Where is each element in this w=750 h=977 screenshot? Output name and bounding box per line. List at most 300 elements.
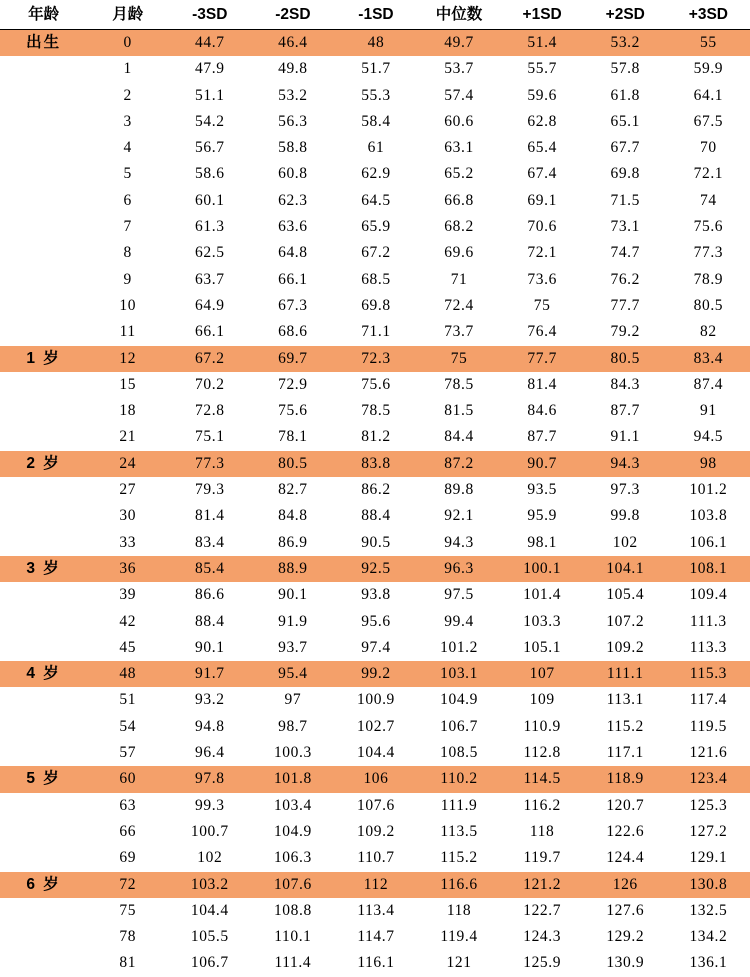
cell-value: 86.2 — [361, 481, 391, 499]
cell-value: 62.9 — [361, 165, 391, 183]
cell-value: 93.2 — [195, 691, 225, 709]
cell-value: 65.2 — [444, 165, 474, 183]
cell-value: 55.7 — [527, 60, 557, 78]
cell-value: 100.7 — [190, 822, 229, 840]
cell-month-age: 39 — [119, 586, 137, 604]
cell-month-age: 45 — [119, 638, 137, 656]
cell-value: 63.1 — [444, 139, 474, 157]
cell-value: 100.3 — [273, 744, 312, 762]
cell-value: 111.3 — [690, 612, 727, 630]
cell-value: 91.9 — [278, 612, 308, 630]
cell-value: 108.5 — [440, 744, 478, 762]
cell-value: 97.8 — [168, 766, 251, 792]
table-row — [0, 135, 750, 161]
cell-value: 80.5 — [693, 296, 724, 314]
cell-value: 61 — [367, 139, 385, 157]
cell-value: 105.4 — [606, 586, 645, 604]
cell-value: 125.3 — [689, 796, 728, 814]
cell-value: 64.5 — [361, 191, 391, 209]
cell-value: 59.9 — [693, 60, 724, 78]
cell-value: 88.4 — [361, 507, 391, 525]
cell-value: 67.2 — [361, 244, 391, 262]
cell-value: 127.2 — [689, 822, 728, 840]
cell-value: 102.7 — [357, 717, 395, 735]
cell-value: 62.8 — [527, 112, 557, 130]
cell-value: 61.8 — [610, 86, 641, 104]
cell-value: 109.2 — [606, 638, 645, 656]
cell-value: 84.6 — [527, 402, 557, 420]
cell-value: 94.3 — [444, 533, 474, 551]
cell-age — [0, 372, 87, 398]
cell-value: 72.3 — [334, 346, 417, 372]
cell-value: 99.3 — [195, 796, 225, 814]
cell-value: 109.2 — [357, 822, 395, 840]
cell-value: 70 — [700, 139, 717, 157]
cell-value: 114.7 — [357, 928, 395, 946]
cell-value: 91.7 — [168, 661, 251, 687]
cell-value: 87.2 — [418, 451, 501, 477]
cell-value: 98.1 — [527, 533, 557, 551]
table-row — [0, 319, 750, 345]
cell-value: 96.4 — [195, 744, 225, 762]
cell-value: 115.2 — [606, 717, 644, 735]
table-row — [0, 346, 750, 372]
cell-age: 3 岁 — [0, 556, 87, 582]
cell-value: 67.7 — [610, 139, 641, 157]
cell-value: 67.4 — [527, 165, 557, 183]
cell-value: 44.7 — [168, 30, 251, 57]
cell-value: 85.4 — [168, 556, 251, 582]
cell-value: 105.5 — [190, 928, 229, 946]
cell-value: 82.7 — [278, 481, 308, 499]
cell-value: 124.4 — [606, 849, 645, 867]
cell-month-age: 15 — [119, 375, 137, 393]
table-row — [0, 424, 750, 450]
cell-age: 出生 — [0, 30, 87, 57]
cell-value: 97.5 — [444, 586, 474, 604]
cell-value: 121.2 — [501, 872, 584, 898]
cell-value: 104.4 — [190, 901, 229, 919]
cell-value: 75 — [533, 296, 551, 314]
cell-month-age: 4 — [123, 139, 132, 157]
cell-value: 77.7 — [501, 346, 584, 372]
table-row — [0, 161, 750, 187]
cell-value: 103.2 — [168, 872, 251, 898]
cell-age — [0, 424, 87, 450]
cell-value: 106.1 — [689, 533, 728, 551]
column-header-minus3sd: -3SD — [168, 0, 251, 30]
cell-value: 115.2 — [440, 849, 478, 867]
cell-age: 1 岁 — [0, 346, 87, 372]
cell-value: 54.2 — [195, 112, 225, 130]
cell-value: 75.6 — [361, 375, 391, 393]
cell-value: 60.1 — [195, 191, 225, 209]
cell-value: 68.5 — [361, 270, 391, 288]
cell-value: 107.6 — [251, 872, 334, 898]
table-row — [0, 372, 750, 398]
cell-value: 112 — [334, 872, 417, 898]
table-row — [0, 267, 750, 293]
table-row — [0, 714, 750, 740]
cell-age — [0, 135, 87, 161]
cell-month-age: 27 — [119, 481, 137, 499]
cell-age — [0, 83, 87, 109]
cell-value: 99.8 — [610, 507, 641, 525]
cell-age: 2 岁 — [0, 451, 87, 477]
cell-value: 73.1 — [610, 218, 641, 236]
cell-month-age: 63 — [119, 796, 137, 814]
cell-value: 132.5 — [689, 901, 728, 919]
cell-age: 5 岁 — [0, 766, 87, 792]
cell-value: 109 — [529, 691, 555, 709]
cell-value: 84.8 — [278, 507, 308, 525]
cell-value: 69.7 — [251, 346, 334, 372]
table-row — [0, 898, 750, 924]
cell-value: 96.3 — [418, 556, 501, 582]
cell-value: 77.3 — [168, 451, 251, 477]
cell-age — [0, 845, 87, 871]
cell-value: 104.4 — [357, 744, 395, 762]
cell-value: 105.1 — [523, 638, 562, 656]
cell-value: 90.1 — [278, 586, 308, 604]
cell-value: 58.8 — [278, 139, 308, 157]
cell-value: 104.1 — [584, 556, 667, 582]
cell-value: 67.2 — [168, 346, 251, 372]
cell-value: 119.7 — [523, 849, 561, 867]
cell-value: 126 — [584, 872, 667, 898]
cell-month-age: 6 — [123, 191, 132, 209]
cell-value: 66.1 — [278, 270, 308, 288]
cell-value: 111.4 — [274, 954, 312, 972]
table-row — [0, 661, 750, 687]
cell-value: 101.2 — [689, 481, 728, 499]
cell-value: 77.3 — [693, 244, 724, 262]
table-row — [0, 477, 750, 503]
cell-value: 99.2 — [334, 661, 417, 687]
cell-value: 121.6 — [689, 744, 728, 762]
cell-value: 63.7 — [195, 270, 225, 288]
cell-value: 95.6 — [361, 612, 391, 630]
cell-age — [0, 714, 87, 740]
cell-age — [0, 950, 87, 976]
cell-value: 122.7 — [523, 901, 562, 919]
cell-month-age: 7 — [123, 218, 132, 236]
cell-value: 113.5 — [440, 822, 478, 840]
cell-value: 87.7 — [527, 428, 557, 446]
cell-month-age: 75 — [119, 901, 137, 919]
cell-value: 103.3 — [523, 612, 562, 630]
cell-age — [0, 398, 87, 424]
table-row — [0, 56, 750, 82]
cell-age — [0, 582, 87, 608]
cell-value: 46.4 — [251, 30, 334, 57]
column-header-plus2sd: +2SD — [584, 0, 667, 30]
cell-value: 71.1 — [361, 323, 391, 341]
cell-value: 81.5 — [444, 402, 474, 420]
table-row — [0, 609, 750, 635]
cell-age — [0, 240, 87, 266]
cell-value: 72.8 — [195, 402, 225, 420]
cell-value: 74 — [700, 191, 717, 209]
cell-value: 56.3 — [278, 112, 308, 130]
cell-value: 110.9 — [523, 717, 561, 735]
cell-month-age: 9 — [123, 270, 132, 288]
table-row — [0, 819, 750, 845]
cell-value: 118 — [446, 901, 472, 919]
table-row — [0, 451, 750, 477]
cell-age — [0, 56, 87, 82]
cell-value: 94.3 — [584, 451, 667, 477]
cell-value: 87.4 — [693, 375, 724, 393]
cell-month-age: 42 — [119, 612, 137, 630]
cell-age — [0, 609, 87, 635]
cell-value: 116.1 — [357, 954, 395, 972]
cell-month-age: 18 — [119, 402, 137, 420]
cell-value: 107 — [501, 661, 584, 687]
cell-value: 123.4 — [667, 766, 750, 792]
cell-value: 55.3 — [361, 86, 391, 104]
cell-value: 64.8 — [278, 244, 308, 262]
cell-value: 130.8 — [667, 872, 750, 898]
cell-value: 103.4 — [273, 796, 312, 814]
column-header-median: 中位数 — [418, 0, 501, 30]
cell-value: 113.1 — [606, 691, 644, 709]
cell-value: 100.9 — [357, 691, 395, 709]
cell-month-age: 8 — [123, 244, 132, 262]
cell-value: 92.5 — [334, 556, 417, 582]
table-row — [0, 556, 750, 582]
column-header-plus1sd: +1SD — [501, 0, 584, 30]
cell-value: 119.4 — [440, 928, 478, 946]
cell-value: 82 — [700, 323, 717, 341]
cell-value: 104.9 — [273, 822, 312, 840]
cell-value: 113.4 — [357, 901, 395, 919]
cell-value: 65.4 — [527, 139, 557, 157]
table-row — [0, 740, 750, 766]
cell-month-age: 24 — [87, 451, 168, 477]
cell-value: 64.1 — [693, 86, 724, 104]
cell-month-age: 81 — [119, 954, 137, 972]
cell-value: 90.7 — [501, 451, 584, 477]
cell-age — [0, 477, 87, 503]
cell-value: 75.6 — [693, 218, 724, 236]
cell-value: 81.4 — [195, 507, 225, 525]
cell-value: 115.3 — [667, 661, 750, 687]
cell-month-age: 21 — [119, 428, 137, 446]
cell-value: 62.3 — [278, 191, 308, 209]
cell-age — [0, 819, 87, 845]
table-row — [0, 530, 750, 556]
cell-month-age: 48 — [87, 661, 168, 687]
cell-month-age: 33 — [119, 533, 137, 551]
cell-value: 90.1 — [195, 638, 225, 656]
cell-value: 84.3 — [610, 375, 641, 393]
cell-value: 118.9 — [584, 766, 667, 792]
cell-age — [0, 188, 87, 214]
cell-value: 106.7 — [190, 954, 229, 972]
cell-age — [0, 530, 87, 556]
cell-value: 91 — [700, 402, 717, 420]
cell-age — [0, 319, 87, 345]
table-row — [0, 30, 750, 57]
cell-age — [0, 635, 87, 661]
cell-value: 83.4 — [195, 533, 225, 551]
cell-value: 74.7 — [610, 244, 641, 262]
cell-value: 64.9 — [195, 296, 225, 314]
cell-value: 93.8 — [361, 586, 391, 604]
cell-value: 70.2 — [195, 375, 225, 393]
cell-value: 65.1 — [610, 112, 641, 130]
cell-month-age: 30 — [119, 507, 137, 525]
cell-age: 6 岁 — [0, 872, 87, 898]
table-row — [0, 188, 750, 214]
cell-value: 129.1 — [689, 849, 728, 867]
cell-value: 76.4 — [527, 323, 557, 341]
cell-value: 51.4 — [501, 30, 584, 57]
cell-value: 56.7 — [195, 139, 225, 157]
cell-value: 48 — [334, 30, 417, 57]
cell-value: 86.6 — [195, 586, 225, 604]
cell-age — [0, 214, 87, 240]
cell-month-age: 10 — [119, 296, 137, 314]
cell-value: 86.9 — [278, 533, 308, 551]
cell-value: 78.1 — [278, 428, 308, 446]
cell-value: 99.4 — [444, 612, 474, 630]
cell-value: 73.7 — [444, 323, 474, 341]
cell-month-age: 1 — [123, 60, 132, 78]
cell-value: 95.9 — [527, 507, 557, 525]
cell-value: 80.5 — [584, 346, 667, 372]
table-row — [0, 83, 750, 109]
cell-value: 110.2 — [418, 766, 501, 792]
cell-value: 69.8 — [610, 165, 641, 183]
cell-value: 81.2 — [361, 428, 391, 446]
table-row — [0, 872, 750, 898]
cell-value: 97 — [284, 691, 302, 709]
cell-value: 57.4 — [444, 86, 474, 104]
cell-value: 125.9 — [523, 954, 562, 972]
cell-month-age: 72 — [87, 872, 168, 898]
cell-value: 79.3 — [195, 481, 225, 499]
cell-value: 121 — [446, 954, 472, 972]
cell-value: 71.5 — [610, 191, 641, 209]
column-header-plus3sd: +3SD — [667, 0, 750, 30]
cell-value: 89.8 — [444, 481, 474, 499]
cell-value: 69.8 — [361, 296, 391, 314]
cell-value: 72.1 — [527, 244, 557, 262]
cell-value: 68.2 — [444, 218, 474, 236]
cell-age — [0, 924, 87, 950]
cell-value: 122.6 — [606, 822, 645, 840]
cell-value: 107.2 — [606, 612, 645, 630]
cell-value: 69.6 — [444, 244, 474, 262]
table-row — [0, 214, 750, 240]
cell-value: 93.7 — [278, 638, 308, 656]
cell-month-age: 78 — [119, 928, 137, 946]
cell-value: 51.1 — [195, 86, 225, 104]
cell-value: 106 — [334, 766, 417, 792]
cell-value: 60.8 — [278, 165, 308, 183]
cell-value: 72.1 — [693, 165, 724, 183]
cell-value: 73.6 — [527, 270, 557, 288]
cell-value: 106.3 — [273, 849, 312, 867]
cell-value: 70.6 — [527, 218, 557, 236]
cell-value: 93.5 — [527, 481, 557, 499]
cell-value: 108.1 — [667, 556, 750, 582]
cell-value: 98 — [667, 451, 750, 477]
table-row — [0, 582, 750, 608]
cell-age — [0, 161, 87, 187]
cell-value: 90.5 — [361, 533, 391, 551]
cell-value: 111.1 — [584, 661, 667, 687]
cell-value: 68.6 — [278, 323, 308, 341]
table-row — [0, 503, 750, 529]
cell-value: 114.5 — [501, 766, 584, 792]
cell-value: 55 — [667, 30, 750, 57]
cell-value: 116.6 — [418, 872, 501, 898]
cell-value: 120.7 — [606, 796, 645, 814]
cell-month-age: 11 — [119, 323, 136, 341]
cell-age — [0, 503, 87, 529]
cell-value: 117.1 — [606, 744, 644, 762]
cell-age — [0, 740, 87, 766]
cell-age — [0, 109, 87, 135]
cell-month-age: 66 — [119, 822, 137, 840]
cell-value: 75 — [418, 346, 501, 372]
cell-value: 84.4 — [444, 428, 474, 446]
cell-value: 78.9 — [693, 270, 724, 288]
cell-value: 107.6 — [357, 796, 395, 814]
column-header-minus2sd: -2SD — [251, 0, 334, 30]
cell-month-age: 36 — [87, 556, 168, 582]
cell-value: 106.7 — [440, 717, 478, 735]
cell-value: 111.9 — [440, 796, 478, 814]
cell-value: 88.9 — [251, 556, 334, 582]
cell-age — [0, 898, 87, 924]
table-row — [0, 924, 750, 950]
cell-value: 67.3 — [278, 296, 308, 314]
cell-value: 101.2 — [440, 638, 478, 656]
cell-value: 78.5 — [444, 375, 474, 393]
cell-value: 108.8 — [273, 901, 312, 919]
cell-month-age: 3 — [123, 112, 132, 130]
cell-value: 72.4 — [444, 296, 474, 314]
cell-value: 57.8 — [610, 60, 641, 78]
cell-value: 61.3 — [195, 218, 225, 236]
cell-value: 81.4 — [527, 375, 557, 393]
cell-value: 75.1 — [195, 428, 225, 446]
table-row — [0, 398, 750, 424]
cell-value: 92.1 — [444, 507, 474, 525]
cell-value: 65.9 — [361, 218, 391, 236]
table-row — [0, 766, 750, 792]
cell-month-age: 54 — [119, 717, 137, 735]
cell-value: 116.2 — [523, 796, 561, 814]
cell-month-age: 57 — [119, 744, 137, 762]
table-row — [0, 793, 750, 819]
cell-value: 58.6 — [195, 165, 225, 183]
cell-age — [0, 293, 87, 319]
cell-value: 53.7 — [444, 60, 474, 78]
table-row — [0, 240, 750, 266]
cell-value: 94.5 — [693, 428, 724, 446]
cell-value: 80.5 — [251, 451, 334, 477]
cell-value: 63.6 — [278, 218, 308, 236]
cell-value: 117.4 — [689, 691, 728, 709]
cell-month-age: 51 — [119, 691, 137, 709]
cell-value: 134.2 — [689, 928, 728, 946]
cell-value: 53.2 — [584, 30, 667, 57]
